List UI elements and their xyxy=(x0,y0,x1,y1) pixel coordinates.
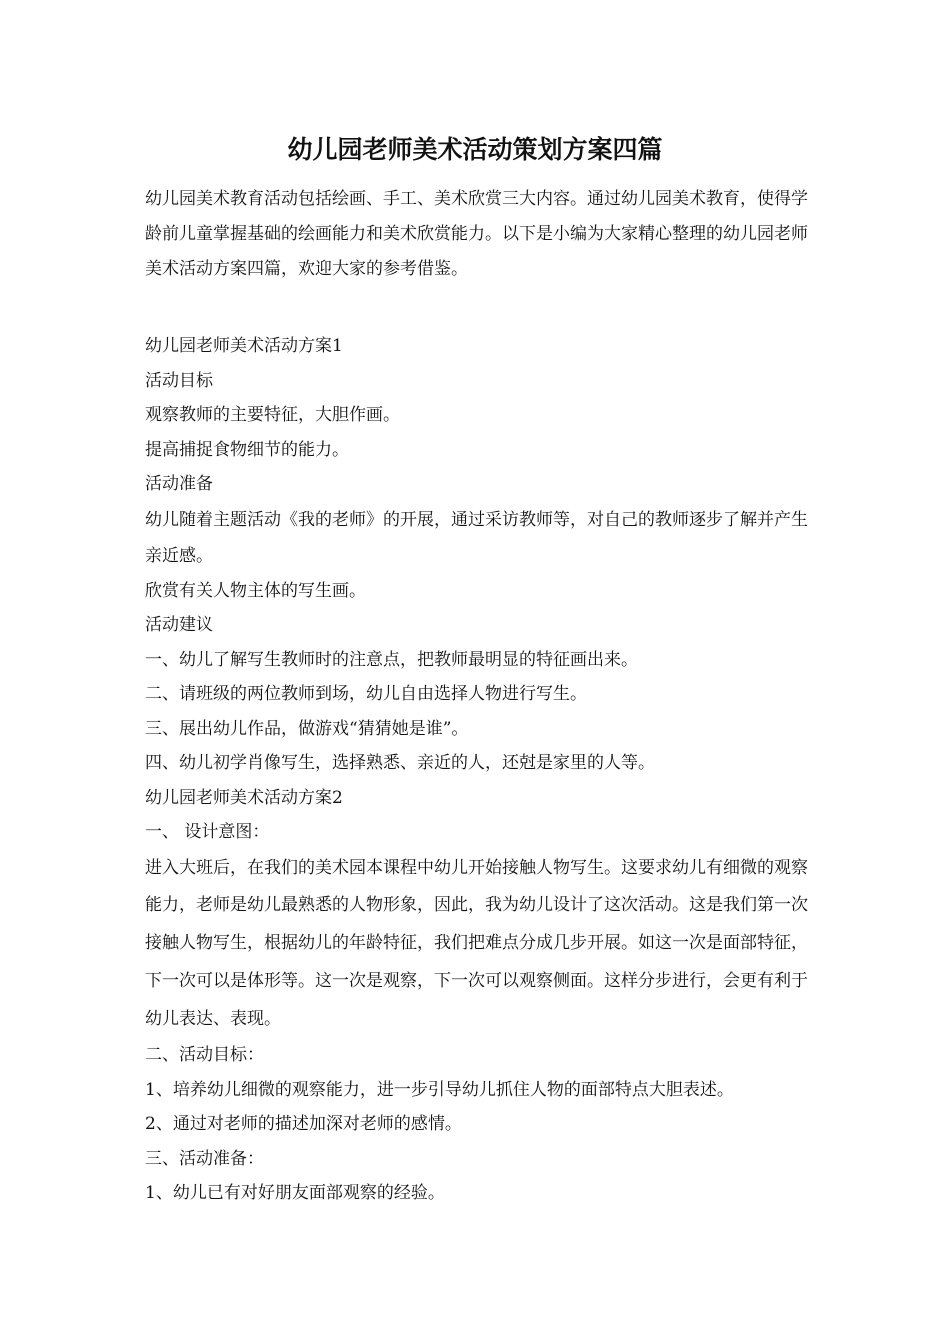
plan1-prep-heading: 活动准备 xyxy=(145,474,213,494)
document-body xyxy=(145,182,810,1211)
paragraph-spacer xyxy=(145,287,810,329)
plan1-goal-heading: 活动目标 xyxy=(145,370,213,391)
plan1-advice-item: 四、幼儿初学肖像写生，选择熟悉、亲近的人，还尅是家里的人等。 xyxy=(145,753,655,773)
plan2-goal-item: 2、通过对老师的描述加深对老师的感情。 xyxy=(145,1114,462,1135)
plan1-advice-item: 二、请班级的两位教师到场，幼儿自由选择人物进行写生。 xyxy=(145,684,587,704)
plan1-prep-item: 欣赏有关人物主体的写生画。 xyxy=(145,580,366,601)
plan2-prep-item: 1、幼儿已有对好朋友面部观察的经验。 xyxy=(145,1183,445,1204)
plan1-advice-item: 三、展出幼儿作品，做游戏“猜猜她是谁”。 xyxy=(145,718,469,739)
plan1-goal-item: 观察教师的主要特征，大胆作画。 xyxy=(145,405,400,425)
plan2-design-paragraph: 进入大班后，在我们的美术园本课程中幼儿开始接触人物写生。这要求幼儿有细微的观察能力，老师是幼儿最熟悉的人物形象，因此，我为幼儿设计了这次活动。这是我们第一次接触人物写生，根据幼儿的年龄特征，我们把难点分成几步开展。如这一次是面部特征，下一次可以是体形等。这一次是观察，下一次可以观察侧面。这样分步进行，会更有利于幼儿表达、表现。 xyxy=(145,857,808,1029)
plan1-goal-item: 提高捕捉食物细节的能力。 xyxy=(145,439,349,460)
intro-paragraph: 幼儿园美术教育活动包括绘画、手工、美术欣赏三大内容。通过幼儿园美术教育，使得学龄前儿童掌握基础的绘画能力和美术欣赏能力。以下是小编为大家精心整理的幼儿园老师美术活动方案四篇，欢迎大家的参考借鉴。 xyxy=(145,189,808,279)
plan2-goal-item: 1、培养幼儿细微的观察能力，进一步引导幼儿抓住人物的面部特点大胆表述。 xyxy=(145,1079,734,1100)
plan2-design-heading: 一、 设计意图： xyxy=(145,822,270,842)
plan1-advice-heading: 活动建议 xyxy=(145,615,213,635)
plan1-heading: 幼儿园老师美术活动方案1 xyxy=(145,336,343,356)
document-title: 幼儿园老师美术活动策划方案四篇 xyxy=(287,135,663,164)
plan2-heading: 幼儿园老师美术活动方案2 xyxy=(145,787,343,808)
plan1-advice-item: 一、幼儿了解写生教师时的注意点，把教师最明显的特征画出来。 xyxy=(145,649,638,670)
plan1-prep-item: 幼儿随着主题活动《我的老师》的开展，通过采访教师等，对自己的教师逐步了解并产生亲近感。 xyxy=(145,509,808,566)
plan2-prep-heading: 三、活动准备： xyxy=(145,1148,264,1169)
plan2-goal-heading: 二、活动目标： xyxy=(145,1045,264,1066)
